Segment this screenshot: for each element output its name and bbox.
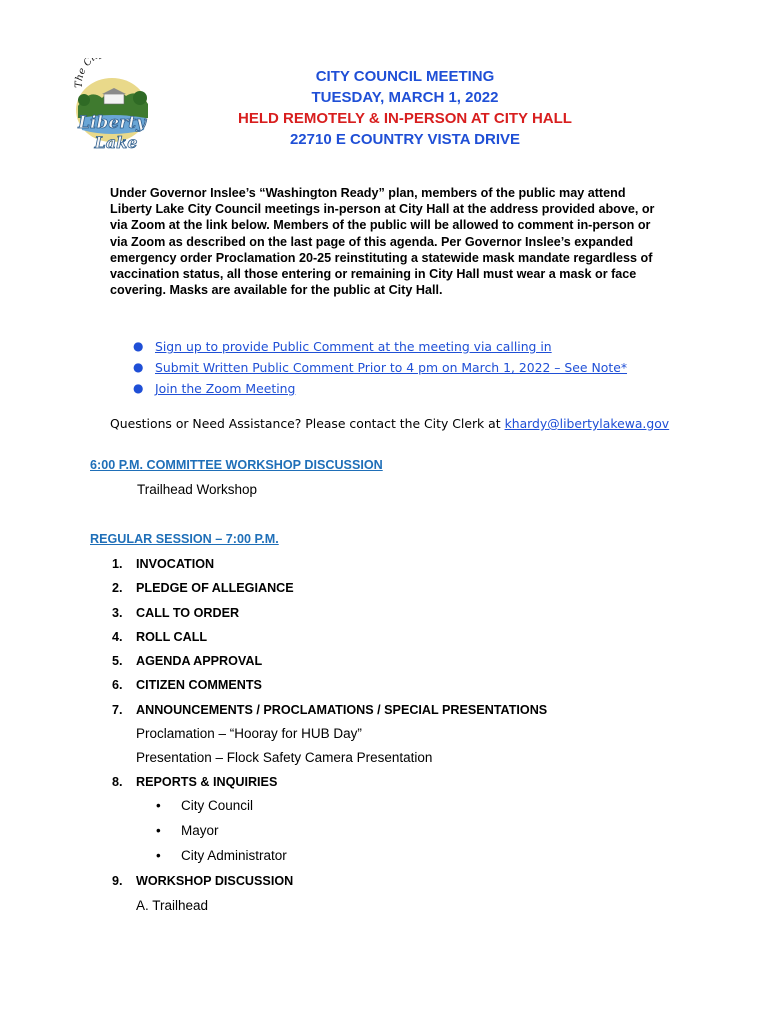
workshop-heading: 6:00 P.M. COMMITTEE WORKSHOP DISCUSSION [90,458,383,472]
agenda-item-pledge [112,579,672,603]
list-item [130,357,627,378]
agenda-item-workshop-discussion [112,872,672,896]
item-number: 5. [112,654,123,669]
item-number: 4. [112,629,123,644]
item-label: ROLL CALL [136,629,208,644]
agenda-item-announcements [112,701,672,725]
agenda-item-agenda-approval [112,652,672,676]
bullet-icon: ● [133,381,144,395]
public-comment-signup-link[interactable]: Sign up to provide Public Comment at the meeting via calling in [155,339,552,354]
agenda-item-roll-call [112,628,672,652]
bullet-icon: • [156,798,161,814]
bullet-label: Mayor [181,823,219,839]
workshop-trailhead-subitem: A. Trailhead [136,897,209,913]
item-label: INVOCATION [136,557,215,571]
logo-line2: Lake [94,133,138,152]
item-number: 7. [112,702,123,717]
bullet-icon: ● [133,339,144,353]
header-address: 22710 E COUNTRY VISTA DRIVE [289,131,521,148]
item-number: 9. [112,874,123,889]
presentation-detail: Presentation – Flock Safety Camera Presentation [136,750,433,766]
header-location-note: HELD REMOTELY & IN-PERSON AT CITY HALL [238,110,572,127]
agenda-item-citizen-comments [112,676,672,700]
agenda-item-call-to-order [112,604,672,628]
clerk-email-link[interactable]: khardy@libertylakewa.gov [504,416,670,431]
logo-arc-text: The Ci [73,58,98,89]
item-label: CALL TO ORDER [136,605,240,620]
bullet-icon: ● [133,360,144,374]
item-label: AGENDA APPROVAL [136,654,263,669]
written-comment-link[interactable]: Submit Written Public Comment Prior to 4 pm on March 1, 2022 – See Note* [155,360,628,375]
meeting-header [150,66,660,150]
logo-line1: Liberty [78,113,146,133]
item-label: PLEDGE OF ALLEGIANCE [136,581,294,596]
item-number: 3. [112,605,123,620]
report-city-council [112,797,672,822]
contact-text: Questions or Need Assistance? Please contact the City Clerk at [110,416,505,431]
report-mayor [112,822,672,847]
header-title: CITY COUNCIL MEETING [315,68,495,85]
item-number: 2. [112,581,123,596]
zoom-meeting-link[interactable]: Join the Zoom Meeting [155,381,296,396]
agenda-list [112,555,672,921]
liberty-lake-seal-icon [70,58,154,154]
proclamation-detail: Proclamation – “Hooray for HUB Day” [136,726,362,742]
item-label: REPORTS & INQUIRIES [136,775,278,790]
report-city-administrator [112,847,672,872]
item-number: 6. [112,678,123,693]
header-date: TUESDAY, MARCH 1, 2022 [311,89,499,106]
bullet-icon: • [156,823,161,839]
contact-line [110,413,669,434]
item-label: CITIZEN COMMENTS [136,678,262,693]
list-item [130,378,627,399]
intro-paragraph: Under Governor Inslee’s “Washington Ready” plan, members of the public may attend Liberty Lake City Council meetings in-person at City Hall at the address provided above, or via Zoom at the link below. Members of the public will be allowed to comment in-person or via Zoom as described on the last page of this agenda. Per Governor Inslee’s expanded emergency order Proclamation 20-25 reinstituting a statewide mask mandate regardless of vaccination status, all those entering or remaining in City Hall must wear a mask or face covering. Masks are available for the public at City Hall. [110,186,655,298]
bullet-icon: • [156,848,161,864]
item-number: 1. [112,557,123,571]
item-label: WORKSHOP DISCUSSION [136,874,294,889]
item-number: 8. [112,775,123,790]
participation-links [130,336,627,399]
city-logo [70,58,154,154]
bullet-label: City Council [181,798,254,814]
regular-session-heading: REGULAR SESSION – 7:00 P.M. [90,532,279,546]
agenda-item-reports [112,773,672,797]
bullet-label: City Administrator [181,848,287,864]
list-item [130,336,627,357]
item-label: ANNOUNCEMENTS / PROCLAMATIONS / SPECIAL PRESENTATIONS [136,702,548,717]
agenda-item-invocation [112,555,672,579]
workshop-item: Trailhead Workshop [137,482,258,497]
